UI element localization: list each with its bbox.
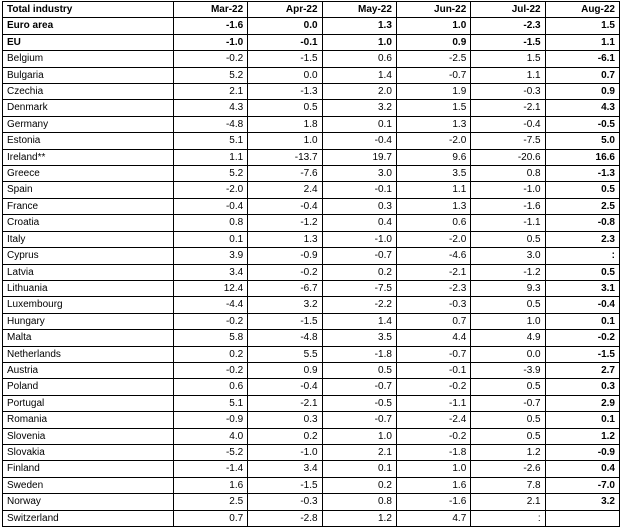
cell-value: 0.5 [471, 379, 545, 395]
cell-value: -1.5 [545, 346, 619, 362]
row-label: Ireland** [3, 149, 174, 165]
cell-value: 0.6 [173, 379, 247, 395]
cell-value: 1.2 [322, 510, 396, 526]
row-label: Romania [3, 412, 174, 428]
cell-value: 1.0 [322, 428, 396, 444]
cell-value: -7.6 [248, 166, 322, 182]
cell-value: -0.5 [545, 116, 619, 132]
cell-value: 0.7 [396, 313, 470, 329]
cell-value: 1.6 [396, 477, 470, 493]
cell-value: 0.1 [322, 116, 396, 132]
cell-value: 1.3 [396, 198, 470, 214]
row-label: Bulgaria [3, 67, 174, 83]
column-header-may-22: May-22 [322, 2, 396, 18]
cell-value: 1.5 [545, 18, 619, 34]
table-row [3, 362, 620, 378]
cell-value: -2.1 [396, 264, 470, 280]
cell-value: -5.2 [173, 444, 247, 460]
cell-value: -2.1 [248, 395, 322, 411]
row-label: France [3, 198, 174, 214]
table-row [3, 133, 620, 149]
row-label: EU [3, 34, 174, 50]
row-label: Sweden [3, 477, 174, 493]
row-label: Hungary [3, 313, 174, 329]
cell-value: -0.7 [396, 67, 470, 83]
cell-value: -0.7 [322, 379, 396, 395]
table-row [3, 231, 620, 247]
table-row [3, 116, 620, 132]
cell-value: 3.1 [545, 280, 619, 296]
row-label: Portugal [3, 395, 174, 411]
industrial-production-table-container [0, 1, 622, 527]
cell-value: 0.0 [248, 18, 322, 34]
cell-value: -1.0 [173, 34, 247, 50]
cell-value: -2.8 [248, 510, 322, 526]
row-label: Czechia [3, 84, 174, 100]
cell-value: -0.2 [173, 362, 247, 378]
cell-value: 1.5 [471, 51, 545, 67]
cell-value: -1.6 [471, 198, 545, 214]
cell-value: 1.1 [545, 34, 619, 50]
cell-value: 0.1 [545, 313, 619, 329]
cell-value: 0.4 [545, 461, 619, 477]
cell-value [545, 510, 619, 526]
cell-value: 1.0 [396, 18, 470, 34]
cell-value: -6.7 [248, 280, 322, 296]
column-header-jul-22: Jul-22 [471, 2, 545, 18]
cell-value: -7.5 [471, 133, 545, 149]
table-row [3, 346, 620, 362]
row-label: Poland [3, 379, 174, 395]
cell-value: -2.3 [471, 18, 545, 34]
cell-value: -0.5 [322, 395, 396, 411]
row-label: Luxembourg [3, 297, 174, 313]
cell-value: 2.5 [545, 198, 619, 214]
cell-value: -1.0 [471, 182, 545, 198]
cell-value: 2.7 [545, 362, 619, 378]
cell-value: -2.1 [471, 100, 545, 116]
cell-value: 5.2 [173, 166, 247, 182]
table-row [3, 182, 620, 198]
table-row [3, 100, 620, 116]
cell-value: -0.3 [396, 297, 470, 313]
cell-value: -0.9 [173, 412, 247, 428]
cell-value: 9.3 [471, 280, 545, 296]
cell-value: 0.8 [173, 215, 247, 231]
table-row [3, 461, 620, 477]
table-row [3, 379, 620, 395]
cell-value: -7.5 [322, 280, 396, 296]
cell-value: 0.9 [248, 362, 322, 378]
column-header-jun-22: Jun-22 [396, 2, 470, 18]
cell-value: 3.0 [471, 248, 545, 264]
table-row [3, 67, 620, 83]
cell-value: 0.3 [322, 198, 396, 214]
row-label: Malta [3, 330, 174, 346]
cell-value: 0.2 [173, 346, 247, 362]
cell-value: 1.2 [545, 428, 619, 444]
cell-value: 3.4 [248, 461, 322, 477]
cell-value: -0.4 [322, 133, 396, 149]
cell-value: -1.5 [248, 477, 322, 493]
cell-value: 4.4 [396, 330, 470, 346]
cell-value: 0.2 [322, 477, 396, 493]
cell-value: 0.9 [545, 84, 619, 100]
column-header-apr-22: Apr-22 [248, 2, 322, 18]
row-label: Latvia [3, 264, 174, 280]
row-label: Denmark [3, 100, 174, 116]
cell-value: 0.5 [471, 297, 545, 313]
cell-value: 4.7 [396, 510, 470, 526]
cell-value: -0.2 [396, 428, 470, 444]
cell-value: 5.2 [173, 67, 247, 83]
row-label: Belgium [3, 51, 174, 67]
table-row [3, 330, 620, 346]
cell-value: -1.4 [173, 461, 247, 477]
cell-value: 2.0 [322, 84, 396, 100]
cell-value: 7.8 [471, 477, 545, 493]
cell-value: 1.1 [173, 149, 247, 165]
cell-value: -1.8 [322, 346, 396, 362]
cell-value: 3.5 [322, 330, 396, 346]
cell-value: -0.2 [173, 51, 247, 67]
cell-value: 4.9 [471, 330, 545, 346]
cell-value: 0.8 [471, 166, 545, 182]
cell-value: -2.6 [471, 461, 545, 477]
table-row [3, 395, 620, 411]
cell-value: 2.1 [471, 494, 545, 510]
cell-value: -2.3 [396, 280, 470, 296]
cell-value: 2.1 [173, 84, 247, 100]
cell-value: -0.7 [396, 346, 470, 362]
row-label: Greece [3, 166, 174, 182]
cell-value: -1.2 [471, 264, 545, 280]
table-row [3, 248, 620, 264]
table-row [3, 313, 620, 329]
cell-value: -4.4 [173, 297, 247, 313]
cell-value: 0.7 [545, 67, 619, 83]
cell-value: -0.2 [396, 379, 470, 395]
cell-value: -0.1 [396, 362, 470, 378]
cell-value: 5.8 [173, 330, 247, 346]
cell-value: -0.7 [322, 412, 396, 428]
cell-value: 0.1 [545, 412, 619, 428]
column-header-total-industry: Total industry [3, 2, 174, 18]
table-row [3, 428, 620, 444]
cell-value: 9.6 [396, 149, 470, 165]
cell-value: 1.3 [396, 116, 470, 132]
row-label: Lithuania [3, 280, 174, 296]
cell-value: -0.4 [545, 297, 619, 313]
table-row [3, 477, 620, 493]
table-row [3, 18, 620, 34]
cell-value: -1.3 [248, 84, 322, 100]
cell-value: 5.1 [173, 395, 247, 411]
cell-value: 0.2 [322, 264, 396, 280]
row-label: Austria [3, 362, 174, 378]
table-body [3, 18, 620, 527]
row-label: Slovakia [3, 444, 174, 460]
cell-value: -2.0 [173, 182, 247, 198]
cell-value: 1.4 [322, 313, 396, 329]
cell-value: 2.5 [173, 494, 247, 510]
table-row [3, 494, 620, 510]
cell-value: -2.2 [322, 297, 396, 313]
cell-value: 0.0 [248, 67, 322, 83]
cell-value: -0.4 [173, 198, 247, 214]
column-header-mar-22: Mar-22 [173, 2, 247, 18]
table-row [3, 166, 620, 182]
cell-value: -1.5 [248, 51, 322, 67]
cell-value: 2.4 [248, 182, 322, 198]
cell-value: 1.1 [471, 67, 545, 83]
cell-value: -0.7 [322, 248, 396, 264]
cell-value: -4.6 [396, 248, 470, 264]
cell-value: : [471, 510, 545, 526]
cell-value: -1.0 [322, 231, 396, 247]
cell-value: -2.5 [396, 51, 470, 67]
cell-value: 2.9 [545, 395, 619, 411]
cell-value: 4.3 [173, 100, 247, 116]
cell-value: 0.8 [322, 494, 396, 510]
cell-value: -20.6 [471, 149, 545, 165]
cell-value: 3.2 [322, 100, 396, 116]
cell-value: -0.9 [248, 248, 322, 264]
table-row [3, 198, 620, 214]
cell-value: 4.0 [173, 428, 247, 444]
cell-value: -7.0 [545, 477, 619, 493]
cell-value: -1.0 [248, 444, 322, 460]
cell-value: 0.5 [471, 231, 545, 247]
cell-value: 1.8 [248, 116, 322, 132]
row-label: Italy [3, 231, 174, 247]
cell-value: -3.9 [471, 362, 545, 378]
cell-value: 0.6 [396, 215, 470, 231]
cell-value: 0.5 [248, 100, 322, 116]
cell-value: 1.9 [396, 84, 470, 100]
cell-value: 1.5 [396, 100, 470, 116]
cell-value: 1.0 [396, 461, 470, 477]
row-label: Cyprus [3, 248, 174, 264]
cell-value: -4.8 [173, 116, 247, 132]
table-row [3, 51, 620, 67]
row-label: Croatia [3, 215, 174, 231]
cell-value: 2.1 [322, 444, 396, 460]
row-label: Germany [3, 116, 174, 132]
cell-value: -1.5 [248, 313, 322, 329]
cell-value: -0.4 [248, 198, 322, 214]
column-header-aug-22: Aug-22 [545, 2, 619, 18]
row-label: Switzerland [3, 510, 174, 526]
table-row [3, 84, 620, 100]
cell-value: 19.7 [322, 149, 396, 165]
cell-value: -0.9 [545, 444, 619, 460]
cell-value: 0.5 [322, 362, 396, 378]
cell-value: 1.4 [322, 67, 396, 83]
cell-value: -0.3 [471, 84, 545, 100]
row-label: Euro area [3, 18, 174, 34]
cell-value: 0.0 [471, 346, 545, 362]
cell-value: 1.0 [248, 133, 322, 149]
cell-value: 1.0 [471, 313, 545, 329]
cell-value: 5.0 [545, 133, 619, 149]
cell-value: 12.4 [173, 280, 247, 296]
cell-value: 1.2 [471, 444, 545, 460]
table-row [3, 149, 620, 165]
cell-value: -1.3 [545, 166, 619, 182]
cell-value: -13.7 [248, 149, 322, 165]
cell-value: : [545, 248, 619, 264]
cell-value: -0.2 [173, 313, 247, 329]
cell-value: 16.6 [545, 149, 619, 165]
cell-value: 2.3 [545, 231, 619, 247]
cell-value: 4.3 [545, 100, 619, 116]
cell-value: -0.7 [471, 395, 545, 411]
cell-value: 5.5 [248, 346, 322, 362]
table-row [3, 264, 620, 280]
cell-value: -0.4 [248, 379, 322, 395]
cell-value: -0.2 [545, 330, 619, 346]
table-row [3, 297, 620, 313]
cell-value: 0.1 [322, 461, 396, 477]
cell-value: 3.2 [545, 494, 619, 510]
table-row [3, 215, 620, 231]
cell-value: 0.5 [545, 264, 619, 280]
cell-value: 5.1 [173, 133, 247, 149]
cell-value: 1.1 [396, 182, 470, 198]
cell-value: 1.3 [322, 18, 396, 34]
cell-value: -1.6 [396, 494, 470, 510]
cell-value: -2.0 [396, 133, 470, 149]
cell-value: 3.9 [173, 248, 247, 264]
row-label: Finland [3, 461, 174, 477]
cell-value: 0.5 [545, 182, 619, 198]
cell-value: 1.3 [248, 231, 322, 247]
cell-value: -1.6 [173, 18, 247, 34]
cell-value: 3.0 [322, 166, 396, 182]
row-label: Netherlands [3, 346, 174, 362]
row-label: Estonia [3, 133, 174, 149]
row-label: Slovenia [3, 428, 174, 444]
cell-value: 0.3 [545, 379, 619, 395]
industrial-production-table [2, 1, 620, 527]
cell-value: -0.8 [545, 215, 619, 231]
cell-value: -0.1 [248, 34, 322, 50]
cell-value: -0.2 [248, 264, 322, 280]
cell-value: -1.5 [471, 34, 545, 50]
table-header-row [3, 2, 620, 18]
cell-value: -0.1 [322, 182, 396, 198]
table-header [3, 2, 620, 18]
cell-value: -4.8 [248, 330, 322, 346]
cell-value: -2.0 [396, 231, 470, 247]
cell-value: 3.2 [248, 297, 322, 313]
row-label: Norway [3, 494, 174, 510]
cell-value: 0.7 [173, 510, 247, 526]
cell-value: 0.9 [396, 34, 470, 50]
cell-value: 0.5 [471, 428, 545, 444]
cell-value: 0.6 [322, 51, 396, 67]
cell-value: -0.4 [471, 116, 545, 132]
cell-value: 0.1 [173, 231, 247, 247]
cell-value: -2.4 [396, 412, 470, 428]
table-row [3, 34, 620, 50]
cell-value: 0.2 [248, 428, 322, 444]
cell-value: 1.6 [173, 477, 247, 493]
cell-value: 0.5 [471, 412, 545, 428]
cell-value: 1.0 [322, 34, 396, 50]
cell-value: 3.5 [396, 166, 470, 182]
cell-value: -1.1 [471, 215, 545, 231]
cell-value: -6.1 [545, 51, 619, 67]
table-row [3, 510, 620, 526]
cell-value: -0.3 [248, 494, 322, 510]
cell-value: -1.2 [248, 215, 322, 231]
table-row [3, 280, 620, 296]
cell-value: 0.3 [248, 412, 322, 428]
cell-value: 0.4 [322, 215, 396, 231]
table-row [3, 444, 620, 460]
cell-value: -1.8 [396, 444, 470, 460]
table-row [3, 412, 620, 428]
row-label: Spain [3, 182, 174, 198]
cell-value: 3.4 [173, 264, 247, 280]
cell-value: -1.1 [396, 395, 470, 411]
